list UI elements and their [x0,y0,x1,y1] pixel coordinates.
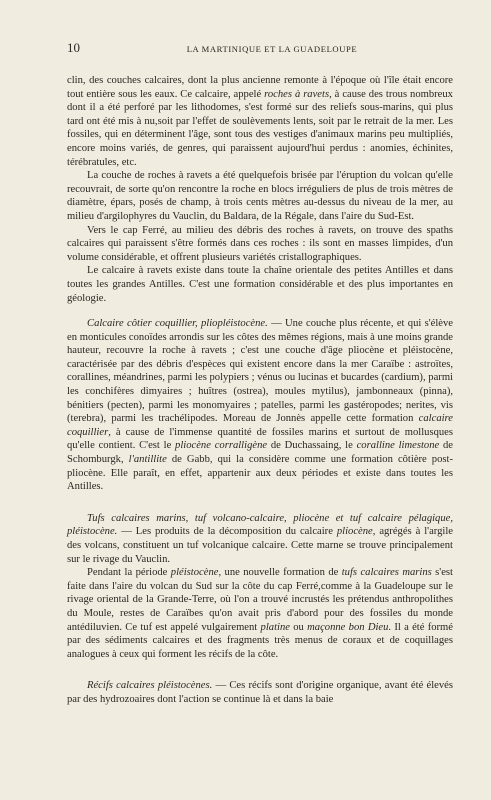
paragraph-tufs-calcaires: Tufs calcaires marins, tuf volcano-calcaire, pliocène et tuf calcaire pélagique, pléistocène. — Les produits de la décomposition du calcaire pliocène, agrégés à l'argile des volcans, constituent un tuf volcanique calcaire. Cette marne se trouve principalement sur le rivage du Vauclin. [67,512,453,565]
page-number: 10 [67,40,80,55]
section-heading-tufs-calcaires: Tufs calcaires marins, tuf volcano-calcaire, pliocène et tuf calcaire pélagique, pléistocène. [67,512,453,538]
paragraph-calcaire-cotier: Calcaire côtier coquillier, pliopléistocène. — Une couche plus récente, et qui s'élève en monticules conoïdes arrondis sur les côtes des mêmes régions, mais à une moins grande hauteur, recouvre la roche à ravets ; c'est une couche d'âge pliocène et pléistocène, caractérisée par des débris d'espèces qui existent encore dans la mer Caraïbe : astroïtes, corallines, méandrines, parmi les polypiers ; vénus ou lucinas et bucardes (cardium), parmi les conchifères dimyaires ; huîtres (ostrea), moules mytilus), jambonneaux (pinna), bénitiers (pecten), parmi les monomyaires ; patelles, parmi les gastéropodes; nerites, vis (terebra), parmi les trachélipodes. Moreau de Jonnès appelle cette formation calcaire coquillier, à cause de l'immense quantité de fossiles marins et surtout de mollusques qu'elle contient. C'est le pliocène corralligène de Duchassaing, le coralline limestone de Schomburgk, l'antillite de Gabb, qui la considère comme une formation côtière post-pliocène. Elle paraît, en effet, appartenir aux deux périodes et existe dans toutes les Antilles. [67,318,454,493]
paragraph-couche-brisee: La couche de roches à ravets a été quelquefois brisée par l'éruption du volcan qu'elle recouvrait, de sorte qu'on rencontre la roche en blocs irréguliers de plus de trois mètres de diamètre, épars, posés de champ, à trois cents mètres au-dessus du niveau de la mer, au milieu d'argilophyres du Vauclin, du Baldara, de la Régale, dans l'aire du Sud-Est. [67,170,453,222]
paragraph-antilles: Le calcaire à ravets existe dans toute la chaîne orientale des petites Antilles et dans toutes les grandes Antilles. C'est une formation considérable et des plus importantes en géologie. [67,265,453,304]
paragraph-recifs-calcaires: Récifs calcaires pléistocènes. — Ces récifs sont d'origine organique, avant été élevés par des hydrozoaires dont l'action se continue là et dans la baie [67,680,454,705]
section-heading-recifs: Récifs calcaires pléistocènes. [87,680,213,692]
paragraph-periode-pleistocene: Pendant la période pléistocène, une nouvelle formation de tufs calcaires marins s'est faite dans l'aire du volcan du Sud sur la côte du cap Ferré,comme à la Guadeloupe sur le rivage oriental de la Grande-Terre, où l'on a trouvé incrustés les prétendus anthropolithes du Moule, restes de Caraïbes qu'on avait pris d'abord pour des fossiles du monde antédiluvien. Ce tuf est appelé vulgairement platine ou maçonne bon Dieu. Il a été formé par des sédiments calcaires et des fragments très menus de coraux et de coquillages analogues à ceux qui forment les récifs de la côte. [67,567,454,660]
running-head: LA MARTINIQUE ET LA GUADELOUPE [186,44,358,54]
page-header [67,40,453,56]
section-heading-calcaire-cotier: Calcaire côtier coquillier, pliopléistocène. [87,318,268,330]
paragraph-roches-a-ravets: clin, des couches calcaires, dont la plus ancienne remonte à l'époque où l'île était encore tout entière sous les eaux. Ce calcaire, appelé roches à ravets, à cause des trous nombreux dont il a été perforé par les lithodomes, s'est formé sur des reliefs sous-marins, qui plus tard ont été mis à nu,soit par l'effet de soulèvements lents, soit par le retrait de la mer. Les fossiles, qui en déterminent l'âge, sont tous des vestiges d'animaux marins peu multipliés, encore moins variés, de genres, qui paraissent aujourd'hui perdus : anomies, échinites, térébratules, etc. [67,75,453,168]
paragraph-cap-ferre: Vers le cap Ferré, au milieu des débris des roches à ravets, on trouve des spaths calcaires qui paraissent s'être formés dans ces roches : ils sont en masses limpides, d'un volume considérable, et offrent plusieurs variétés cristallographiques. [67,224,453,263]
